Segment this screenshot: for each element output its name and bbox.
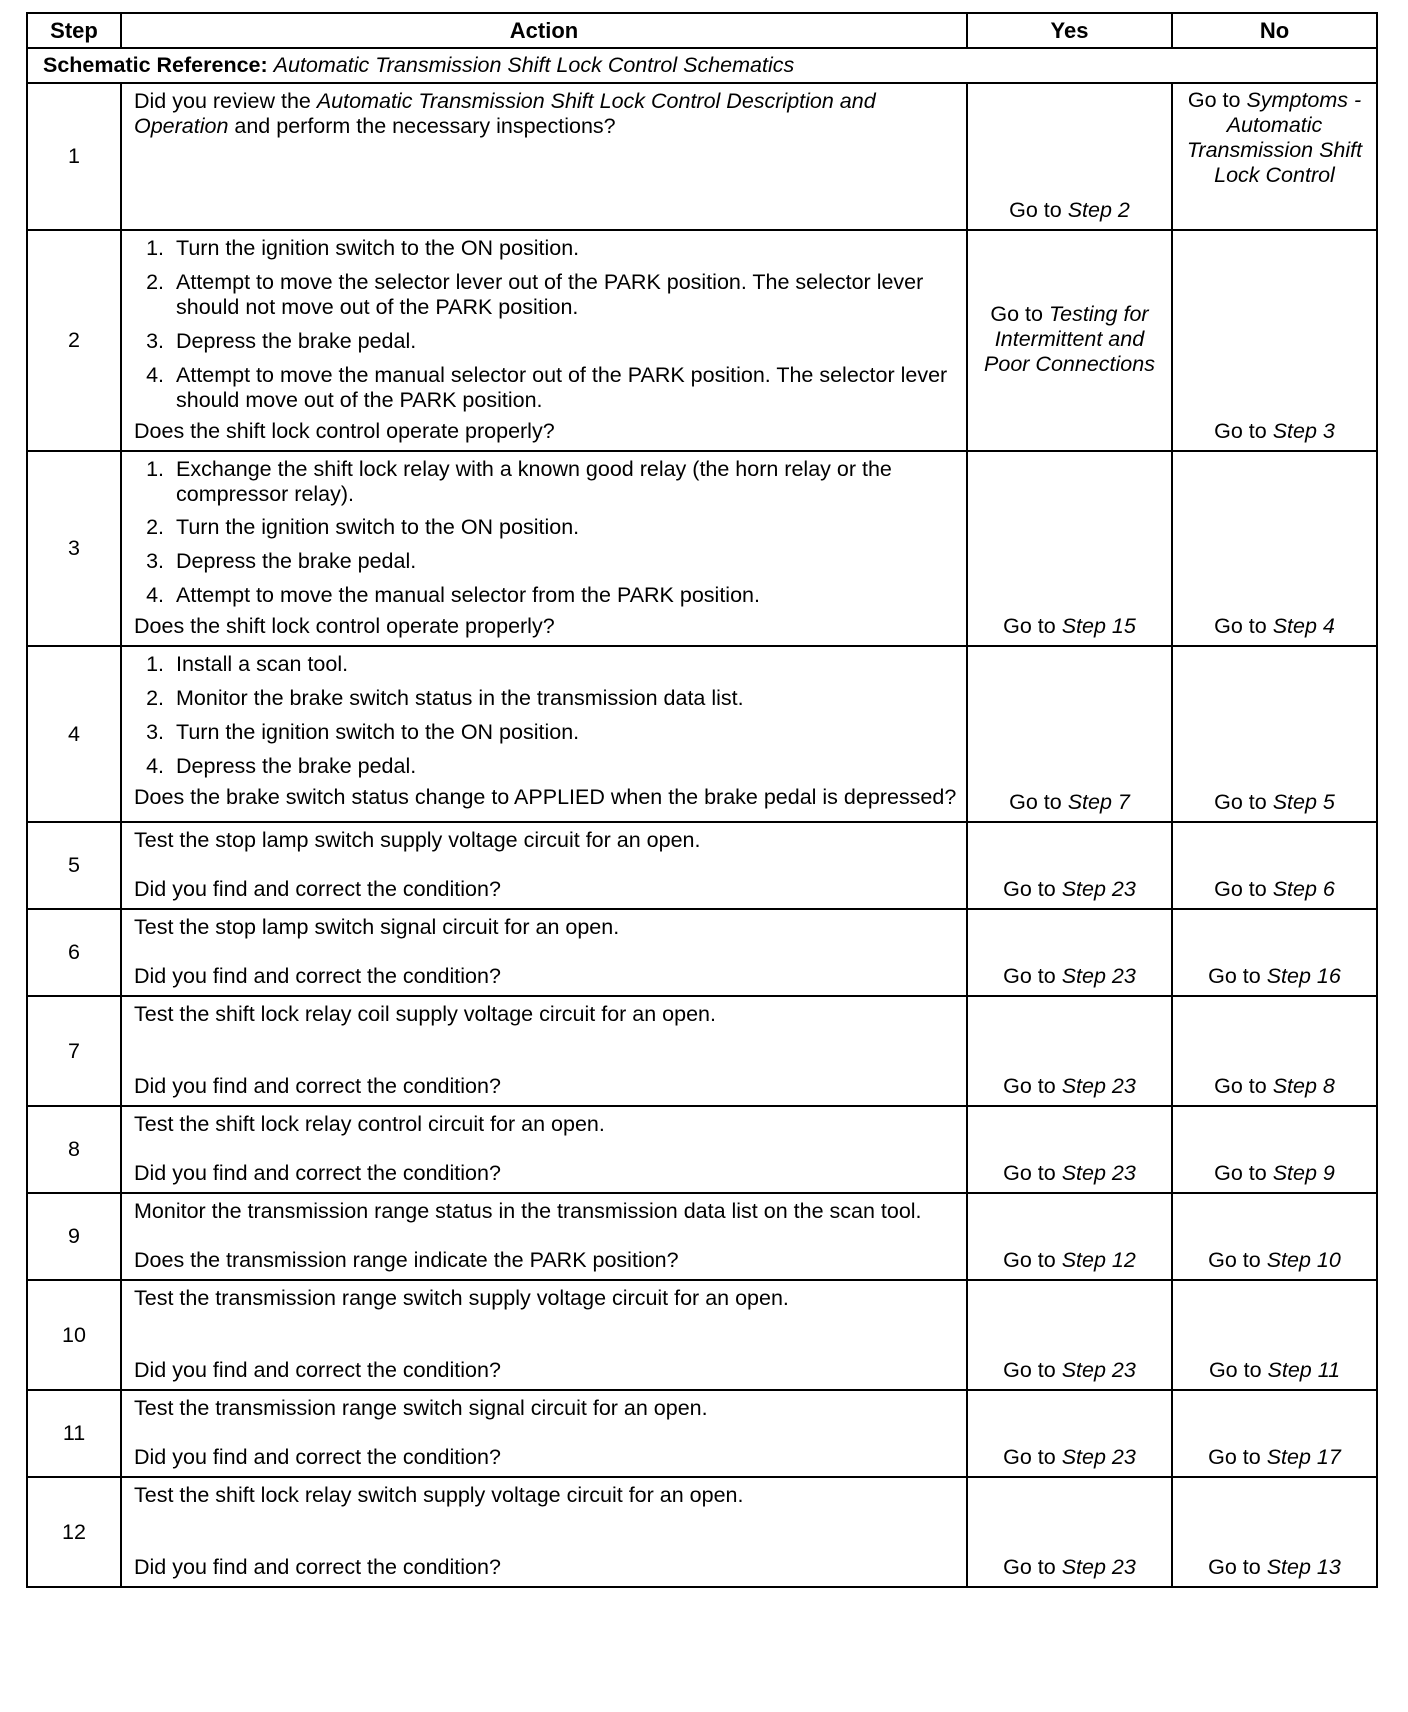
action-cell xyxy=(121,909,967,996)
action-cell xyxy=(121,83,967,230)
table-row xyxy=(27,1193,1377,1280)
action-step: 4. Attempt to move the manual selector from the PARK position. xyxy=(170,583,958,608)
action-text: Test the stop lamp switch supply voltage circuit for an open. xyxy=(134,828,701,853)
table-row xyxy=(27,1280,1377,1390)
action-step: 2. Turn the ignition switch to the ON position. xyxy=(170,515,958,540)
action-question: Did you find and correct the condition? xyxy=(134,1161,501,1186)
step-number: 11 xyxy=(27,1390,121,1477)
action-question: Did you find and correct the condition? xyxy=(134,1358,501,1383)
action-steps xyxy=(134,457,958,609)
action-step: 2. Attempt to move the selector lever out of the PARK position. The selector lever should not move out of the PARK position. xyxy=(170,270,958,320)
yes-cell: Go to Step 7 xyxy=(967,646,1172,822)
action-text: Test the shift lock relay coil supply voltage circuit for an open. xyxy=(134,1002,716,1027)
action-text: Test the transmission range switch supply voltage circuit for an open. xyxy=(134,1286,789,1311)
action-cell xyxy=(121,1477,967,1587)
action-question: Does the transmission range indicate the PARK position? xyxy=(134,1248,679,1273)
action-question: Does the brake switch status change to APPLIED when the brake pedal is depressed? xyxy=(134,784,957,809)
action-cell xyxy=(121,646,967,822)
yes-link[interactable]: Step 7 xyxy=(1067,790,1130,815)
yes-link[interactable]: Testing for Intermittent and Poor Connections xyxy=(984,301,1155,376)
step-number: 4 xyxy=(27,646,121,822)
action-question: Did you find and correct the condition? xyxy=(134,1445,501,1470)
no-cell: Go to Step 6 xyxy=(1172,822,1377,909)
action-cell xyxy=(121,230,967,451)
no-cell: Go to Step 5 xyxy=(1172,646,1377,822)
no-cell: Go to Symptoms - Automatic Transmission Shift Lock Control xyxy=(1172,83,1377,230)
action-question: Did you find and correct the condition? xyxy=(134,877,501,902)
schematic-reference xyxy=(27,48,1377,83)
yes-cell: Go to Step 23 xyxy=(967,909,1172,996)
no-cell: Go to Step 8 xyxy=(1172,996,1377,1106)
action-step: 3. Depress the brake pedal. xyxy=(170,549,958,574)
step-number: 7 xyxy=(27,996,121,1106)
no-link[interactable]: Step 6 xyxy=(1272,877,1335,902)
yes-cell: Go to Step 2 xyxy=(967,83,1172,230)
no-link[interactable]: Step 11 xyxy=(1267,1358,1341,1383)
step-number: 3 xyxy=(27,451,121,647)
yes-link[interactable]: Step 23 xyxy=(1061,1445,1136,1470)
yes-link[interactable]: Step 23 xyxy=(1061,1358,1136,1383)
table-row xyxy=(27,1477,1377,1587)
action-cell xyxy=(121,1106,967,1193)
yes-link[interactable]: Step 23 xyxy=(1061,877,1136,902)
schematic-link[interactable]: Automatic Transmission Shift Lock Control Schematics xyxy=(273,53,795,78)
no-cell: Go to Step 9 xyxy=(1172,1106,1377,1193)
no-link[interactable]: Step 9 xyxy=(1272,1161,1335,1186)
yes-cell: Go to Step 23 xyxy=(967,1390,1172,1477)
table-row xyxy=(27,230,1377,451)
header-yes: Yes xyxy=(967,13,1172,48)
yes-link[interactable]: Step 23 xyxy=(1061,1074,1136,1099)
action-cell xyxy=(121,1193,967,1280)
step-number: 1 xyxy=(27,83,121,230)
no-link[interactable]: Step 8 xyxy=(1272,1074,1335,1099)
no-link[interactable]: Step 10 xyxy=(1266,1248,1341,1273)
header-no: No xyxy=(1172,13,1377,48)
step-number: 6 xyxy=(27,909,121,996)
no-link[interactable]: Step 13 xyxy=(1266,1555,1341,1580)
no-cell: Go to Step 3 xyxy=(1172,230,1377,451)
no-cell: Go to Step 11 xyxy=(1172,1280,1377,1390)
action-question: Did you find and correct the condition? xyxy=(134,1555,501,1580)
no-cell: Go to Step 16 xyxy=(1172,909,1377,996)
action-text: Test the shift lock relay control circuit for an open. xyxy=(134,1112,605,1137)
action-cell xyxy=(121,451,967,647)
action-step: 4. Attempt to move the manual selector out of the PARK position. The selector lever should move out of the PARK position. xyxy=(170,363,958,413)
yes-cell: Go to Step 23 xyxy=(967,1106,1172,1193)
action-question: Did you find and correct the condition? xyxy=(134,964,501,989)
yes-cell: Go to Step 23 xyxy=(967,1280,1172,1390)
step-number: 9 xyxy=(27,1193,121,1280)
header-row xyxy=(27,13,1377,48)
yes-link[interactable]: Step 2 xyxy=(1067,198,1130,223)
action-question: Did you review the Automatic Transmission Shift Lock Control Description and Operation and perform the necessary inspections? xyxy=(134,89,876,138)
table-row xyxy=(27,822,1377,909)
action-step: 1. Exchange the shift lock relay with a known good relay (the horn relay or the compressor relay). xyxy=(170,457,958,507)
schematic-row xyxy=(27,48,1377,83)
yes-link[interactable]: Step 23 xyxy=(1061,1161,1136,1186)
step-number: 8 xyxy=(27,1106,121,1193)
step-number: 2 xyxy=(27,230,121,451)
action-step: 1. Turn the ignition switch to the ON position. xyxy=(170,236,958,261)
action-step: 3. Depress the brake pedal. xyxy=(170,329,958,354)
no-cell: Go to Step 10 xyxy=(1172,1193,1377,1280)
action-question: Does the shift lock control operate properly? xyxy=(134,418,555,443)
action-step: 4. Depress the brake pedal. xyxy=(170,754,958,779)
table-row xyxy=(27,1106,1377,1193)
action-cell xyxy=(121,822,967,909)
header-action: Action xyxy=(121,13,967,48)
action-cell xyxy=(121,996,967,1106)
yes-link[interactable]: Step 23 xyxy=(1061,1555,1136,1580)
table-row xyxy=(27,996,1377,1106)
step-number: 10 xyxy=(27,1280,121,1390)
yes-cell: Go to Step 23 xyxy=(967,1477,1172,1587)
schematic-label: Schematic Reference: xyxy=(43,53,268,78)
no-cell: Go to Step 4 xyxy=(1172,451,1377,647)
table-row xyxy=(27,451,1377,647)
yes-link[interactable]: Step 23 xyxy=(1061,964,1136,989)
no-cell: Go to Step 17 xyxy=(1172,1390,1377,1477)
table-row xyxy=(27,909,1377,996)
yes-link[interactable]: Step 15 xyxy=(1061,614,1136,639)
action-cell xyxy=(121,1390,967,1477)
no-link[interactable]: Step 17 xyxy=(1266,1445,1341,1470)
diagnostic-table xyxy=(26,12,1378,1588)
yes-cell: Go to Step 12 xyxy=(967,1193,1172,1280)
step-number: 12 xyxy=(27,1477,121,1587)
action-cell xyxy=(121,1280,967,1390)
action-text: Test the stop lamp switch signal circuit for an open. xyxy=(134,915,620,940)
action-steps xyxy=(134,236,958,413)
no-link[interactable]: Step 3 xyxy=(1272,418,1335,443)
no-link[interactable]: Symptoms - Automatic Transmission Shift Lock Control xyxy=(1186,88,1363,187)
action-question: Did you find and correct the condition? xyxy=(134,1074,501,1099)
action-text: Monitor the transmission range status in the transmission data list on the scan tool. xyxy=(134,1199,922,1224)
header-step: Step xyxy=(27,13,121,48)
table-row xyxy=(27,646,1377,822)
yes-cell: Go to Testing for Intermittent and Poor Connections xyxy=(967,230,1172,451)
yes-link[interactable]: Step 12 xyxy=(1061,1248,1136,1273)
table-row xyxy=(27,83,1377,230)
step-number: 5 xyxy=(27,822,121,909)
action-step: 2. Monitor the brake switch status in the transmission data list. xyxy=(170,686,958,711)
action-step: 3. Turn the ignition switch to the ON position. xyxy=(170,720,958,745)
reference-link[interactable]: Automatic Transmission Shift Lock Control Description and Operation xyxy=(134,89,876,138)
table-row xyxy=(27,1390,1377,1477)
no-link[interactable]: Step 5 xyxy=(1272,790,1335,815)
no-link[interactable]: Step 16 xyxy=(1266,964,1341,989)
action-question: Does the shift lock control operate properly? xyxy=(134,614,555,639)
no-link[interactable]: Step 4 xyxy=(1272,614,1335,639)
action-text: Test the transmission range switch signal circuit for an open. xyxy=(134,1396,708,1421)
action-steps xyxy=(134,652,958,779)
action-text: Test the shift lock relay switch supply voltage circuit for an open. xyxy=(134,1483,744,1508)
yes-cell: Go to Step 23 xyxy=(967,822,1172,909)
no-cell: Go to Step 13 xyxy=(1172,1477,1377,1587)
yes-cell: Go to Step 23 xyxy=(967,996,1172,1106)
yes-cell: Go to Step 15 xyxy=(967,451,1172,647)
action-step: 1. Install a scan tool. xyxy=(170,652,958,677)
